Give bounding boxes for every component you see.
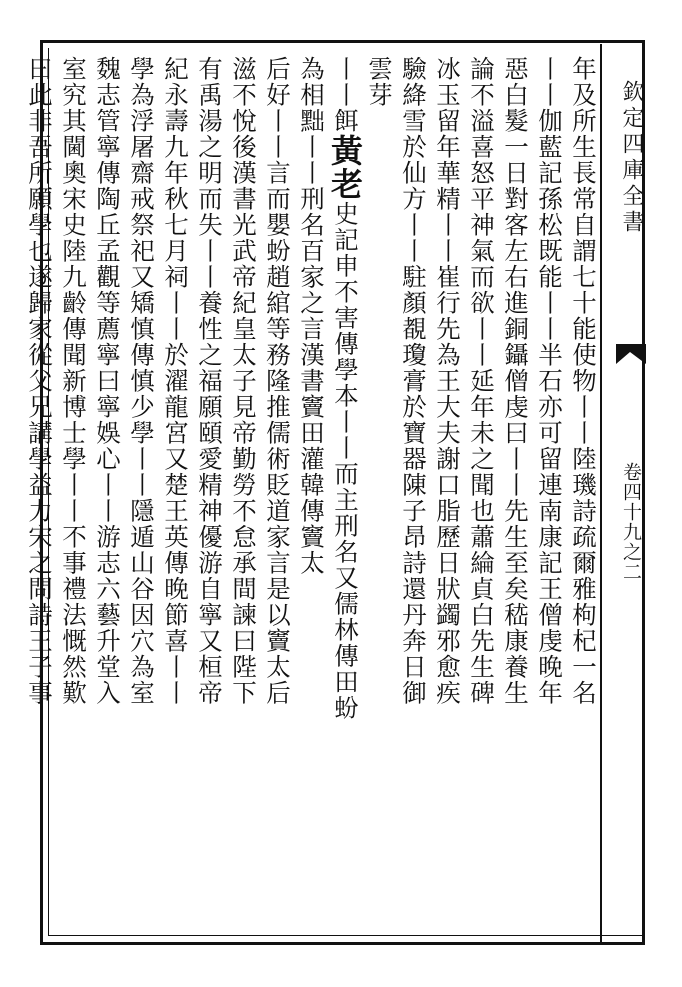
- text-column: 室究其閫奧宋史陸九齡傳聞新博士學丨丨不事禮法慨然歎: [59, 56, 88, 706]
- text-column: 滋不悅後漢書光武帝紀皇太子見帝勤勞不怠承間諫曰陛下: [229, 56, 258, 706]
- text-column: 為相黜丨丨刑名百家之言漢書竇田灌韓傳竇太: [297, 56, 326, 576]
- text-column: 后好丨丨言而嬰蚡趙綰等務隆推儒術貶道家言是以竇太后: [263, 56, 292, 706]
- text-body: [25, 56, 600, 936]
- headword-prefix: 丨丨餌: [331, 56, 360, 134]
- text-column: 有禹湯之明而失丨丨養性之福願頤愛精神優游自寧又桓帝: [195, 56, 224, 706]
- text-column: 學為浮屠齋戒祭祀又矯慎傳慎少學丨丨隱遁山谷因穴為室: [127, 56, 156, 706]
- text-column: 驗絳雪於仙方丨丨駐顏覩瓊膏於寶器陳子昂詩還丹奔日御: [399, 56, 428, 706]
- headword-term: 黃老: [326, 134, 364, 201]
- text-column: 曰此非吾所願學也遂歸家從父兄講學益力宋之問詩王子事: [25, 56, 54, 706]
- book-title: 欽定四庫全書: [619, 80, 644, 236]
- volume-label: 卷四十九之二: [620, 462, 642, 582]
- text-column: 年及所生長常自謂七十能使物丨丨陸璣詩疏爾雅枸杞一名: [569, 56, 598, 706]
- text-column: 魏志管寧傳陶丘孟觀等薦寧曰寧娛心丨丨游志六藝升堂入: [93, 56, 122, 706]
- fish-tail-mark-icon: [616, 342, 646, 372]
- text-column: 冰玉留年華精丨丨崔行先為王大夫謝口脂歷日狀蠲邪愈疾: [433, 56, 462, 706]
- headword-suffix: 史記申不害傳學本丨丨而主刑名又儒林傳田蚡: [331, 201, 360, 721]
- text-column: 丨丨伽藍記孫松既能丨丨半石亦可留連南康記王僧虔晚年: [535, 56, 564, 706]
- header-rule: [600, 44, 602, 944]
- text-column: 惡白髮一日對客左右進銅鑷僧虔曰丨丨先生至矣嵇康養生: [501, 56, 530, 706]
- headword-column: [328, 56, 362, 936]
- page-margin: [612, 50, 652, 930]
- text-column: 論不溢喜怒平神氣而欲丨丨延年未之聞也蕭綸貞白先生碑: [467, 56, 496, 706]
- text-column: 雲芽: [365, 56, 394, 108]
- text-column: 紀永壽九年秋七月祠丨丨於濯龍宮又楚王英傳晚節喜丨丨: [161, 56, 190, 706]
